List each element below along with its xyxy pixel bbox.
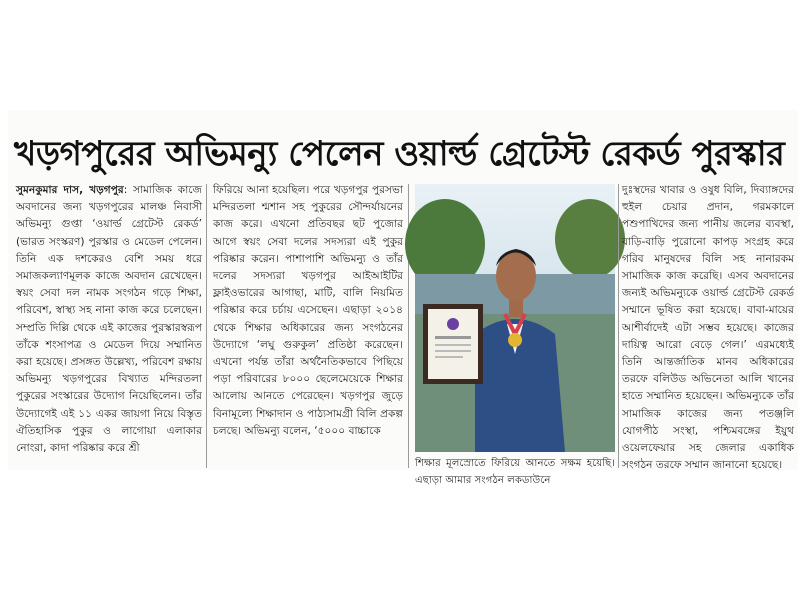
neck bbox=[509, 299, 523, 317]
certificate-line bbox=[435, 336, 471, 339]
column-1-text: : সামাজিক কাজে অবদানের জন্য খড়গপুরের মালঞ্চ নিবাসী অভিমন্যু গুপ্তা ‘ওয়ার্ল্ড গ্রেটেস্ট রেকর্ড’ (ভারত সংস্করণ) পুরস্কার ও মেডেল পেলেন। তিনি এক দশকেরও বেশি সময় ধরে সমাজকল্যাণমূলক কাজে অবদান রেখেছেন। স্বয়ং সেবা দল নামক সংগঠন গড়ে শিক্ষা, পরিবেশ, স্বাস্থ্য সহ নানা কাজ করে চলেছেন। সম্প্রতি দিল্লি থেকে এই কাজের পুরস্কারস্বরূপ তাঁকে শংসাপত্র ও মেডেল দিয়ে সম্মানিত করা হয়েছে। প্রসঙ্গত উল্লেখ্য, পরিবেশ রক্ষায় অভিমন্যু খড়গপুরের বিখ্যাত মন্দিরতলা পুকুরের সংস্কারের উদ্যোগ নিয়েছিলেন। তাঁর উদ্যোগেই এই ১১ একর জায়গা নিয়ে বিস্তৃত ঐতিহাসিক পুকুর ও লাগোয়া এলাকার নোংরা, কাদা পরিষ্কার করে শ্রী bbox=[16, 184, 203, 455]
award-photo-illustration bbox=[415, 184, 615, 452]
article-column-2 bbox=[213, 182, 403, 472]
column-4-text: দুঃস্থদের খাবার ও ওষুধ বিলি, দিব্যাঙ্গদের হুইল চেয়ার প্রদান, গরমকালে পশুপাখিদের জন্য পানীয় জলের ব্যবস্থা, বাড়ি-বাড়ি পুরোনো কাপড় সংগ্রহ করে গরিব মানুষদের বিলি সহ নানারকম সামাজিক কাজ করেছি। এসব অবদানের জন্যই অভিমন্যুকে ওয়ার্ল্ড গ্রেটেস্ট রেকর্ড সম্মানে ভূষিত করা হয়েছে। বাবা-মায়ের আশীর্বাদেই এটা সম্ভব হয়েছে। কাজের দায়িত্ব আরো বেড়ে গেল।’ এরমধ্যেই তিনি আন্তর্জাতিক মানব অধিকারের তরফে বলিউড অভিনেতা আলি খানের হাতে সম্মানিত হয়েছেন। অভিমন্যুকে তাঁর সামাজিক কাজের জন্য পতঞ্জলি যোগপীঠ সংস্থা, পশ্চিমবঙ্গের ইয়ুথ ওয়েলফেয়ার সহ জেলার একাধিক সংগঠন তরফে সম্মান জানানো হয়েছে। bbox=[622, 184, 794, 472]
column-divider bbox=[206, 184, 207, 468]
award-photo bbox=[415, 184, 615, 452]
certificate-line bbox=[435, 356, 463, 358]
certificate-line bbox=[435, 344, 471, 346]
article-byline: সুমনকুমার দাস, খড়গপুর bbox=[16, 184, 124, 196]
article-column-1 bbox=[16, 182, 202, 472]
certificate-line bbox=[435, 350, 471, 352]
trees-right bbox=[555, 199, 625, 279]
article-column-3 bbox=[415, 455, 615, 486]
article-headline: খড়গপুরের অভিমন্যু পেলেন ওয়ার্ল্ড গ্রেটেস্ট রেকর্ড পুরস্কার bbox=[14, 134, 785, 174]
column-3-text: শিক্ষার মূলস্রোতে ফিরিয়ে আনতে সক্ষম হয়েছি। এছাড়া আমার সংগঠন লকডাউনে bbox=[415, 458, 615, 486]
certificate-seal bbox=[447, 318, 459, 330]
column-2-text: ফিরিয়ে আনা হয়েছিল। পরে খড়গপুর পুরসভা মন্দিরতলা শ্মশান সহ পুকুরের সৌন্দর্যায়নের কাজ করে। এখনো প্রতিবছর ছট পুজোর আগে স্বয়ং সেবা দলের সদস্যরা এই পুকুর পরিষ্কার করেন। পাশাপাশি অভিমন্যু ও তাঁর দলের সদস্যরা খড়গপুর আইআইটির ফ্লাইওভারের আগাছা, মাটি, বালি নিয়মিত পরিষ্কার করে চর্চায় এসেছেন। এছাড়া ২০১৪ থেকে শিক্ষার অধিকারের জন্য সংগঠনের উদ্যোগে ‘লঘু গুরুকুল’ প্রতিষ্ঠা করেছেন। এখনো পর্যন্ত তাঁরা অর্থনৈতিকভাবে পিছিয়ে পড়া পরিবারের ৮০০০ ছেলেমেয়েকে শিক্ষার আলোয় আনতে পেরেছেন। খড়গপুর জুড়ে বিনামূল্যে শিক্ষাদান ও পাঠ্যসামগ্রী বিলি প্রকল্প চলছে। অভিমন্যু বলেন, ‘৫০০০ বাচ্চাকে bbox=[213, 184, 403, 437]
medal bbox=[508, 333, 522, 347]
column-divider bbox=[618, 184, 619, 468]
article-column-4 bbox=[622, 182, 794, 472]
